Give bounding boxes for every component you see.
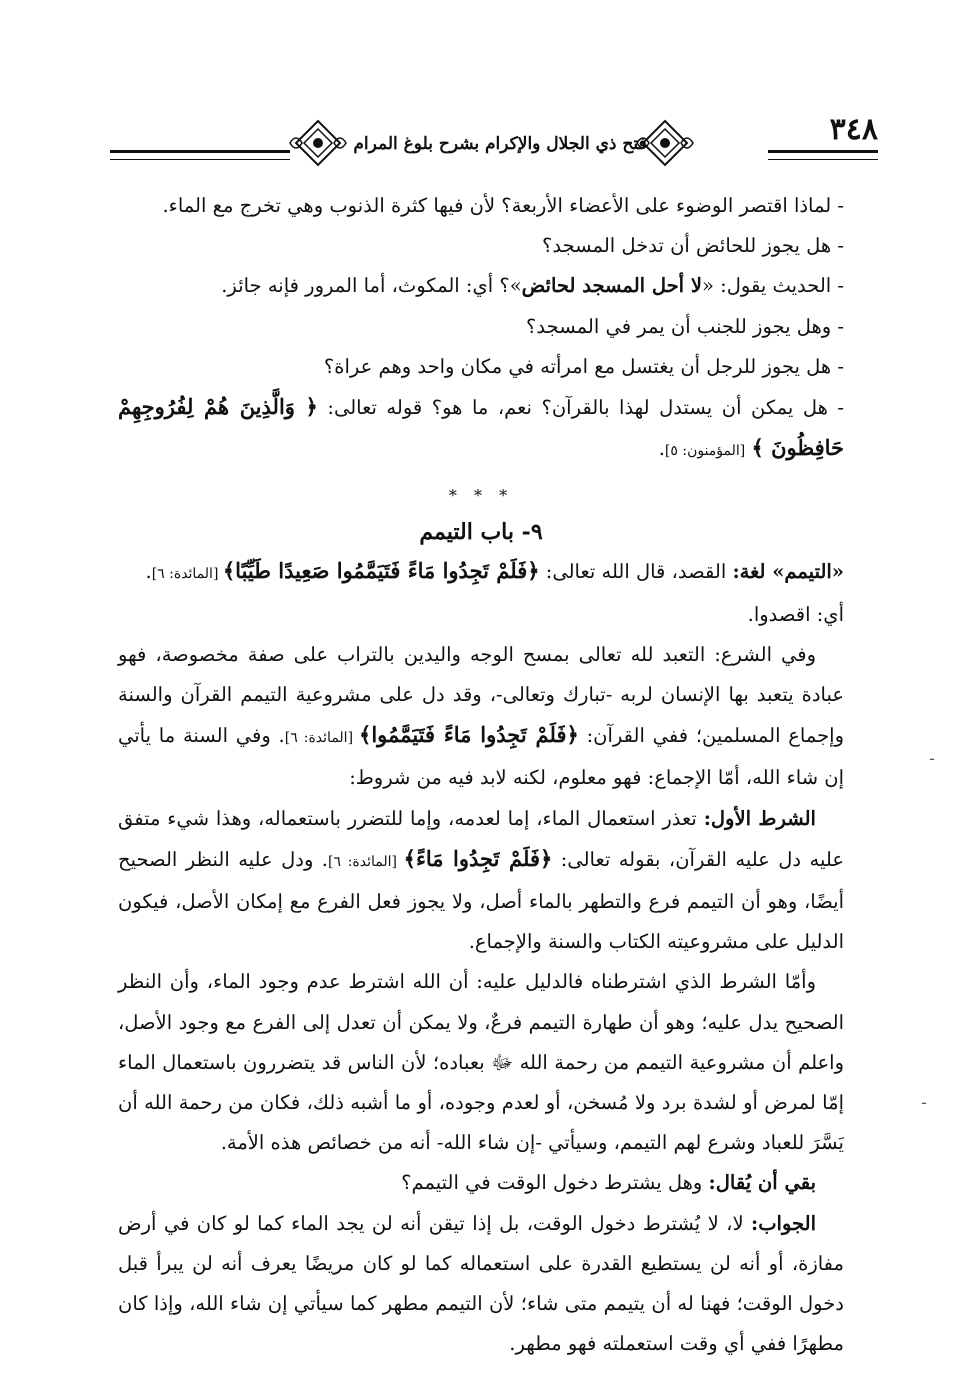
text: - هل يمكن أن يستدل لهذا بالقرآن؟ نعم، ما هو؟ قوله تعالى:: [317, 396, 844, 420]
paragraph: [118, 1204, 844, 1365]
book-title: فتح ذي الجلال والإكرام بشرح بلوغ المرام: [353, 134, 647, 154]
verse-reference: [المائدة: ٦]: [328, 853, 404, 870]
paragraph: [118, 551, 844, 634]
text: لا، لا يُشترط دخول الوقت، بل إذا تيقن أنه لن يجد الماء كما لو كان في أرض مفازة، أو أنه لن يستطيع القدرة على استعماله كما لو كان مريضًا يعرف أنه لن يبرأ قبل دخول الوقت؛ فهنا له أن يتيمم متى شاء؛ لأن التيمم مطهر كما سيأتي إن شاء الله، وإذا كان مطهرًا ففي أي وقت استعملته فهو مطهر.: [118, 1211, 844, 1356]
page-number: ٣٤٨: [829, 112, 878, 147]
term-label: «التيمم» لغة:: [732, 560, 844, 584]
header-rule-right: [768, 150, 878, 160]
question-line: - وهل يجوز للجنب أن يمر في المسجد؟: [526, 314, 844, 338]
verse-reference: [المؤمنون: ٥]: [664, 443, 746, 460]
question-line: [118, 387, 844, 471]
margin-mark: ـ: [930, 748, 935, 764]
verse-reference: [المائدة: ٦]: [151, 566, 223, 583]
text: . ودل عليه النظر الصحيح أيضًا، وهو أن التيمم فرع والتطهر بالماء أصل، ولا يجوز فعل الفرع مع إمكان الأصل، فيكون الدليل على مشروعيته الكتاب والسنة والإجماع.: [118, 847, 844, 954]
verse-reference: [المائدة: ٦]: [284, 730, 360, 747]
text: . أي: اقصدوا.: [145, 560, 844, 626]
page-body: [118, 186, 844, 1364]
paragraph: [118, 1163, 844, 1203]
text: وفي الشرع: التعبد لله تعالى بمسح الوجه واليدين بالتراب على صفة مخصوصة، فهو عبادة يتعبد بها الإنسان لربه -تبارك وتعالى-، وقد دل على مشروعية التيمم القرآن والسنة وإجماع المسلمين؛ ففي القرآن:: [118, 642, 845, 748]
question-line: - هل يجوز للرجل أن يغتسل مع امرأته في مكان واحد وهم عراة؟: [323, 354, 844, 378]
hadith-text: لا أحل المسجد لحائض: [521, 274, 703, 298]
text: - الحديث يقول: «: [702, 274, 844, 298]
quran-verse: ﴿فَلَمْ تَجِدُوا مَاءً﴾: [403, 845, 553, 871]
ornament-icon: [288, 117, 348, 169]
chapter-title: ٩- باب التيمم: [419, 519, 543, 546]
quran-verse: ﴿ وَالَّذِينَ هُمْ لِفُرُوجِهِمْ حَافِظُونَ ﴾: [118, 394, 844, 461]
question-line: [118, 266, 844, 306]
header-rule-left: [110, 150, 290, 160]
text: .: [658, 437, 665, 461]
text: تعذر استعمال الماء، إما لعدمه، وإما للتضرر باستعماله، وهذا شيء متفق عليه دل عليه القرآن، بقوله تعالى:: [118, 806, 844, 871]
text: القصد، قال الله تعالى:: [539, 560, 733, 584]
text: وهل يشترط دخول الوقت في التيمم؟: [401, 1171, 709, 1195]
condition-label: الشرط الأول:: [703, 806, 816, 830]
question-label: بقي أن يُقال:: [708, 1171, 816, 1195]
paragraph: [118, 635, 844, 799]
margin-mark: ـ: [922, 1092, 927, 1108]
question-line: - هل يجوز للحائض أن تدخل المسجد؟: [541, 234, 844, 258]
paragraph: [118, 799, 844, 963]
quran-verse: ﴿فَلَمْ تَجِدُوا مَاءً فَتَيَمَّمُوا﴾: [359, 722, 579, 748]
quran-verse: ﴿فَلَمْ تَجِدُوا مَاءً فَتَيَمَّمُوا صَعِيدًا طَيِّبًا﴾: [222, 558, 540, 584]
page-header: [110, 112, 878, 172]
text: . وفي السنة ما يأتي إن شاء الله، أمّا الإجماع: فهو معلوم، لكنه لابد فيه من شروط:: [118, 724, 844, 790]
question-line: - لماذا اقتصر الوضوء على الأعضاء الأربعة؟ لأن فيها كثرة الذنوب وهي تخرج مع الماء.: [162, 194, 844, 217]
answer-label: الجواب:: [751, 1211, 816, 1235]
section-separator: * * *: [448, 486, 514, 506]
text: »؟ أي: المكوث، أما المرور فإنه جائز.: [221, 274, 522, 298]
paragraph: وأمّا الشرط الذي اشترطناه فالدليل عليه: أن الله اشترط عدم وجود الماء، وأن النظر الصحيح يدل عليه؛ وهو أن طهارة التيمم فرعٌ، ولا يمكن أن تعدل إلى الفرع مع وجود الأصل، واعلم أن مشروعية التيمم من رحمة الله ﷻ بعباده؛ لأن الناس قد يتضررون باستعمال الماء إمّا لمرض أو لشدة برد ولا مُسخن، أو لعدم وجوده، أو ما أشبه ذلك، فكان من رحمة الله أن يَسَّرَ للعباد وشرع لهم التيمم، وسيأتي -إن شاء الله- أنه من خصائص هذه الأمة.: [118, 970, 844, 1155]
